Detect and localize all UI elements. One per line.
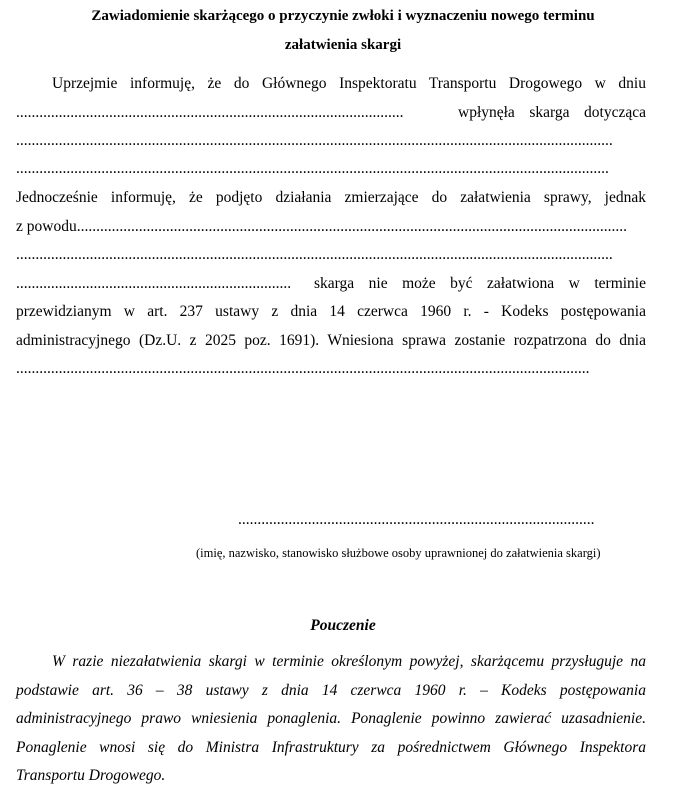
paragraph-1-line-1-text: Uprzejmie informuję, że do Głównego Inspektoratu Transportu Drogowego w dniu [52, 75, 646, 92]
instruction-line-4-text: Ponaglenie wnosi się do Ministra Infrastruktury za pośrednictwem Głównego Inspektora [16, 739, 646, 756]
paragraph-2-line-5 [16, 303, 646, 321]
paragraph-2-line-4-text: skarga nie może być załatwiona w terminie [314, 275, 646, 292]
instruction-line-1-text: W razie niezałatwienia skargi w terminie określonym powyżej, skarżącemu przysługuje na [52, 653, 646, 670]
instruction-line-2 [16, 682, 646, 700]
instruction-line-5: Transportu Drogowego. [16, 767, 166, 784]
paragraph-1-line-2-text: wpłynęła skarga dotycząca [458, 104, 646, 121]
complaint-subject-field-2: ......................................................................................................................................................... [16, 160, 609, 177]
instruction-heading: Pouczenie [310, 617, 376, 634]
new-deadline-field: .................................................................................................................................................... [16, 360, 590, 377]
complaint-subject-field-1: .......................................................................................................................................................... [16, 132, 613, 149]
delay-reason-field-1: .............................................................................................................................................. [76, 218, 627, 235]
paragraph-2-line-1-text: Jednocześnie informuję, że podjęto działania zmierzające do załatwienia sprawy, jednak [16, 189, 646, 206]
instruction-line-2-text: podstawie art. 36 – 38 ustawy z dnia 14 czerwca 1960 r. – Kodeks postępowania [16, 682, 646, 699]
instruction-line-3-text: administracyjnego prawo wniesienia ponaglenia. Ponaglenie powinno zawierać uzasadnienie. [16, 710, 646, 727]
paragraph-2-line-6 [16, 332, 646, 350]
signature-field: ............................................................................................ [238, 511, 595, 528]
instruction-line-4 [16, 739, 646, 757]
instruction-line-3 [16, 710, 646, 728]
document-title-line-1: Zawiadomienie skarżącego o przyczynie zwłoki i wyznaczeniu nowego terminu [91, 8, 595, 24]
paragraph-2-line-6-text: administracyjnego (Dz.U. z 2025 poz. 1691). Wniesiona sprawa zostanie rozpatrzona do dnia [16, 332, 646, 349]
paragraph-2-line-1 [16, 189, 646, 207]
paragraph-1-line-1 [52, 75, 646, 93]
paragraph-2-line-4 [16, 275, 646, 293]
paragraph-2-line-5-text: przewidzianym w art. 237 ustawy z dnia 14 czerwca 1960 r. - Kodeks postępowania [16, 303, 646, 320]
delay-reason-field-3: ....................................................................... [16, 275, 292, 292]
signature-caption: (imię, nazwisko, stanowisko służbowe osoby uprawnionej do załatwienia skargi) [196, 546, 601, 560]
instruction-line-1 [52, 653, 646, 671]
paragraph-2-line-2 [16, 218, 644, 236]
delay-reason-field-2: .......................................................................................................................................................... [16, 246, 613, 263]
paragraph-1-line-2 [16, 104, 646, 122]
document-title-line-2: załatwienia skargi [284, 37, 402, 53]
arrival-date-field: .................................................................................................... [16, 104, 404, 121]
paragraph-2-line-2-text: z powodu [16, 218, 77, 235]
